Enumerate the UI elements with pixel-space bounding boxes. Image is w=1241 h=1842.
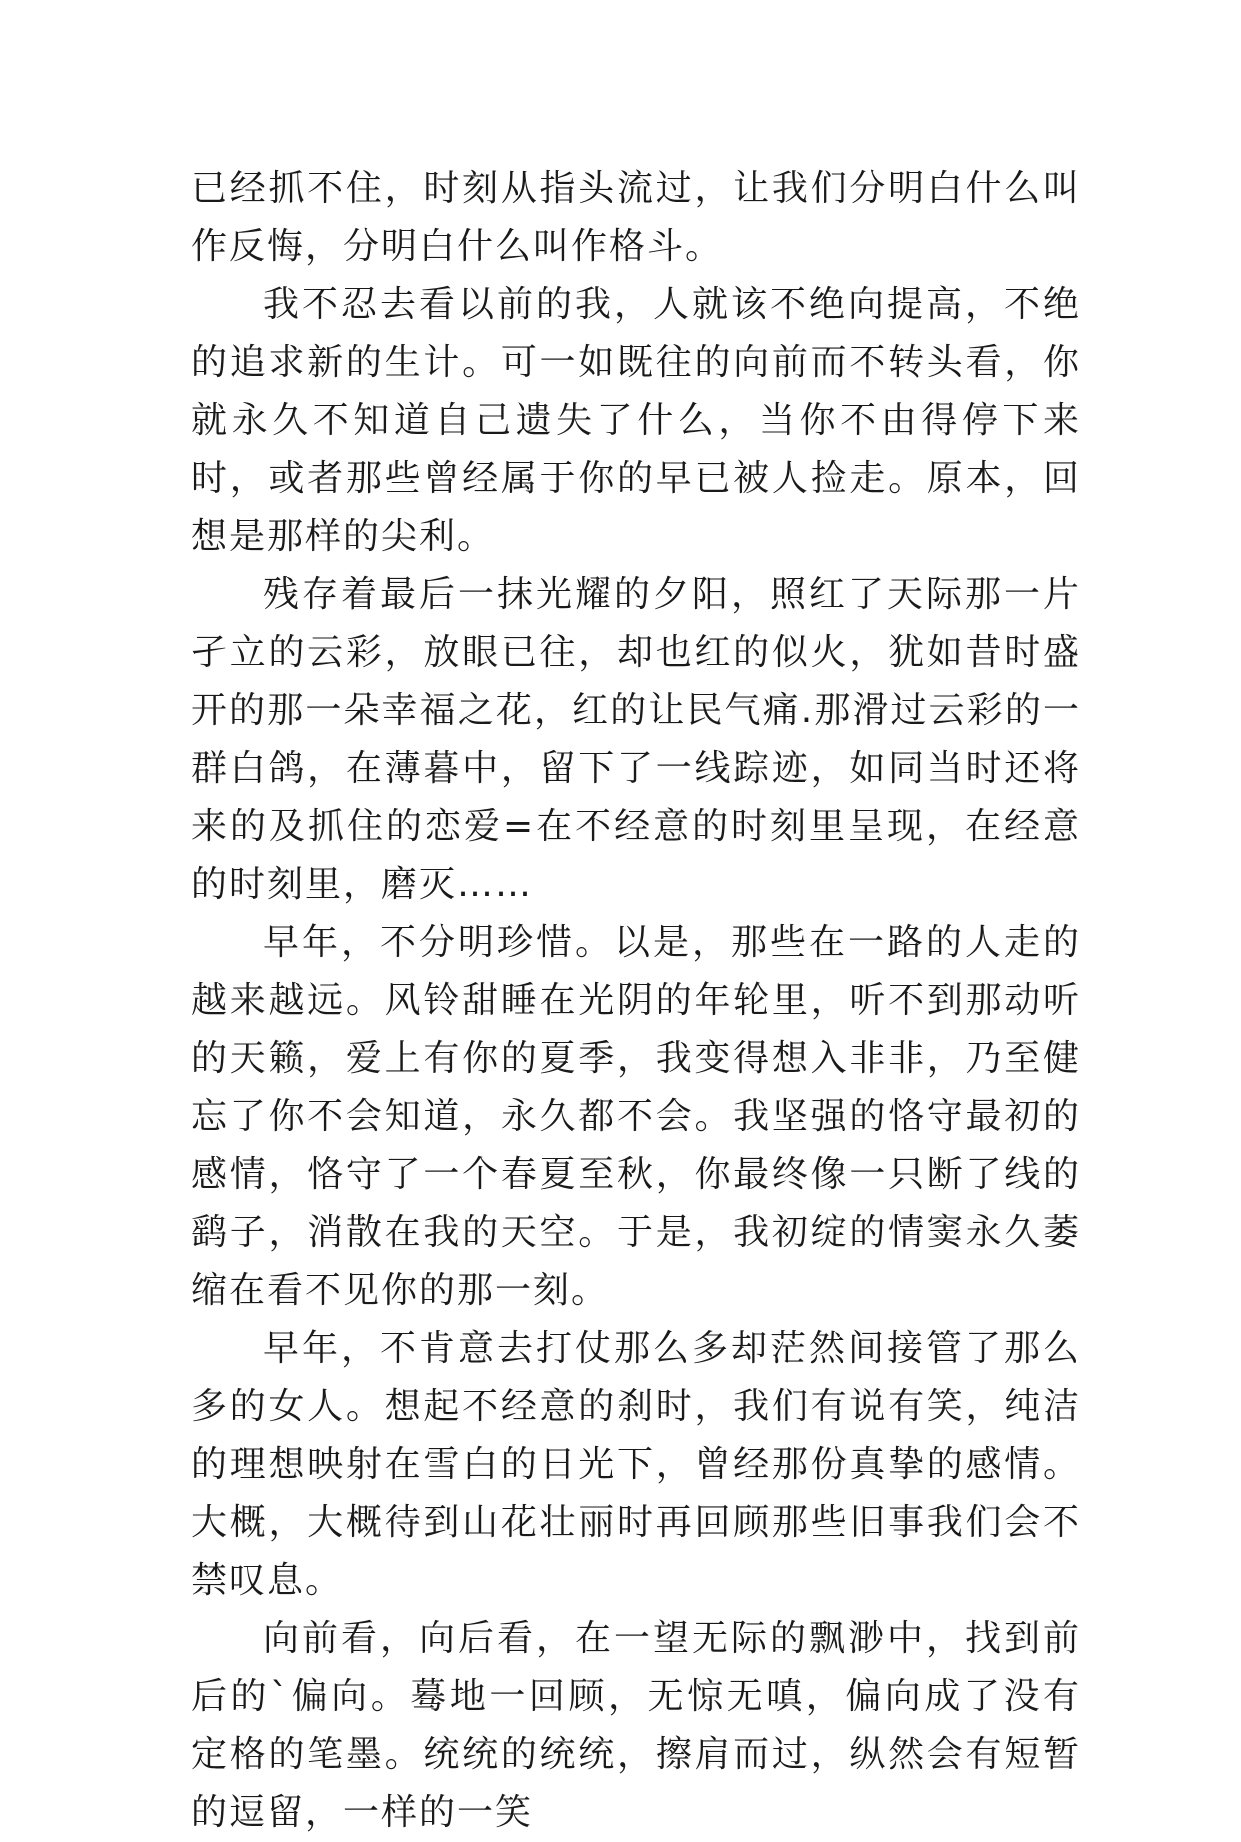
paragraph: 早年，不肯意去打仗那么多却茫然间接管了那么多的女人。想起不经意的刹时，我们有说有笑，纯洁的理想映射在雪白的日光下，曾经那份真挚的感情。大概，大概待到山花壮丽时再回顾那些旧事我们会不禁叹息。 xyxy=(191,1328,1081,1601)
paragraph: 残存着最后一抹光耀的夕阳，照红了天际那一片孑立的云彩，放眼已往，却也红的似火，犹如昔时盛开的那一朵幸福之花，红的让民气痛.那滑过云彩的一群白鸽，在薄暮中，留下了一线踪迹，如同当时还将来的及抓住的恋爱=在不经意的时刻里呈现，在经意的时刻里，磨灭…… xyxy=(191,574,1081,905)
paragraph: 我不忍去看以前的我，人就该不绝向提高，不绝的追求新的生计。可一如既往的向前而不转头看，你就永久不知道自己遗失了什么，当你不由得停下来时，或者那些曾经属于你的早已被人捡走。原本，回想是那样的尖利。 xyxy=(191,284,1081,557)
paragraph: 早年，不分明珍惜。以是，那些在一路的人走的越来越远。风铃甜睡在光阴的年轮里，听不到那动听的天籁，爱上有你的夏季，我变得想入非非，乃至健忘了你不会知道，永久都不会。我坚强的恪守最初的感情，恪守了一个春夏至秋，你最终像一只断了线的鹞子，消散在我的天空。于是，我初绽的情窦永久萎缩在看不见你的那一刻。 xyxy=(191,922,1081,1311)
paragraph: 已经抓不住，时刻从指头流过，让我们分明白什么叫作反悔，分明白什么叫作格斗。 xyxy=(191,168,1081,267)
document-body xyxy=(191,160,1081,1842)
paragraph: 向前看，向后看，在一望无际的飘渺中，找到前后的`偏向。蓦地一回顾，无惊无嗔，偏向成了没有定格的笔墨。统统的统统，擦肩而过，纵然会有短暂的逗留，一样的一笑 xyxy=(191,1618,1081,1833)
